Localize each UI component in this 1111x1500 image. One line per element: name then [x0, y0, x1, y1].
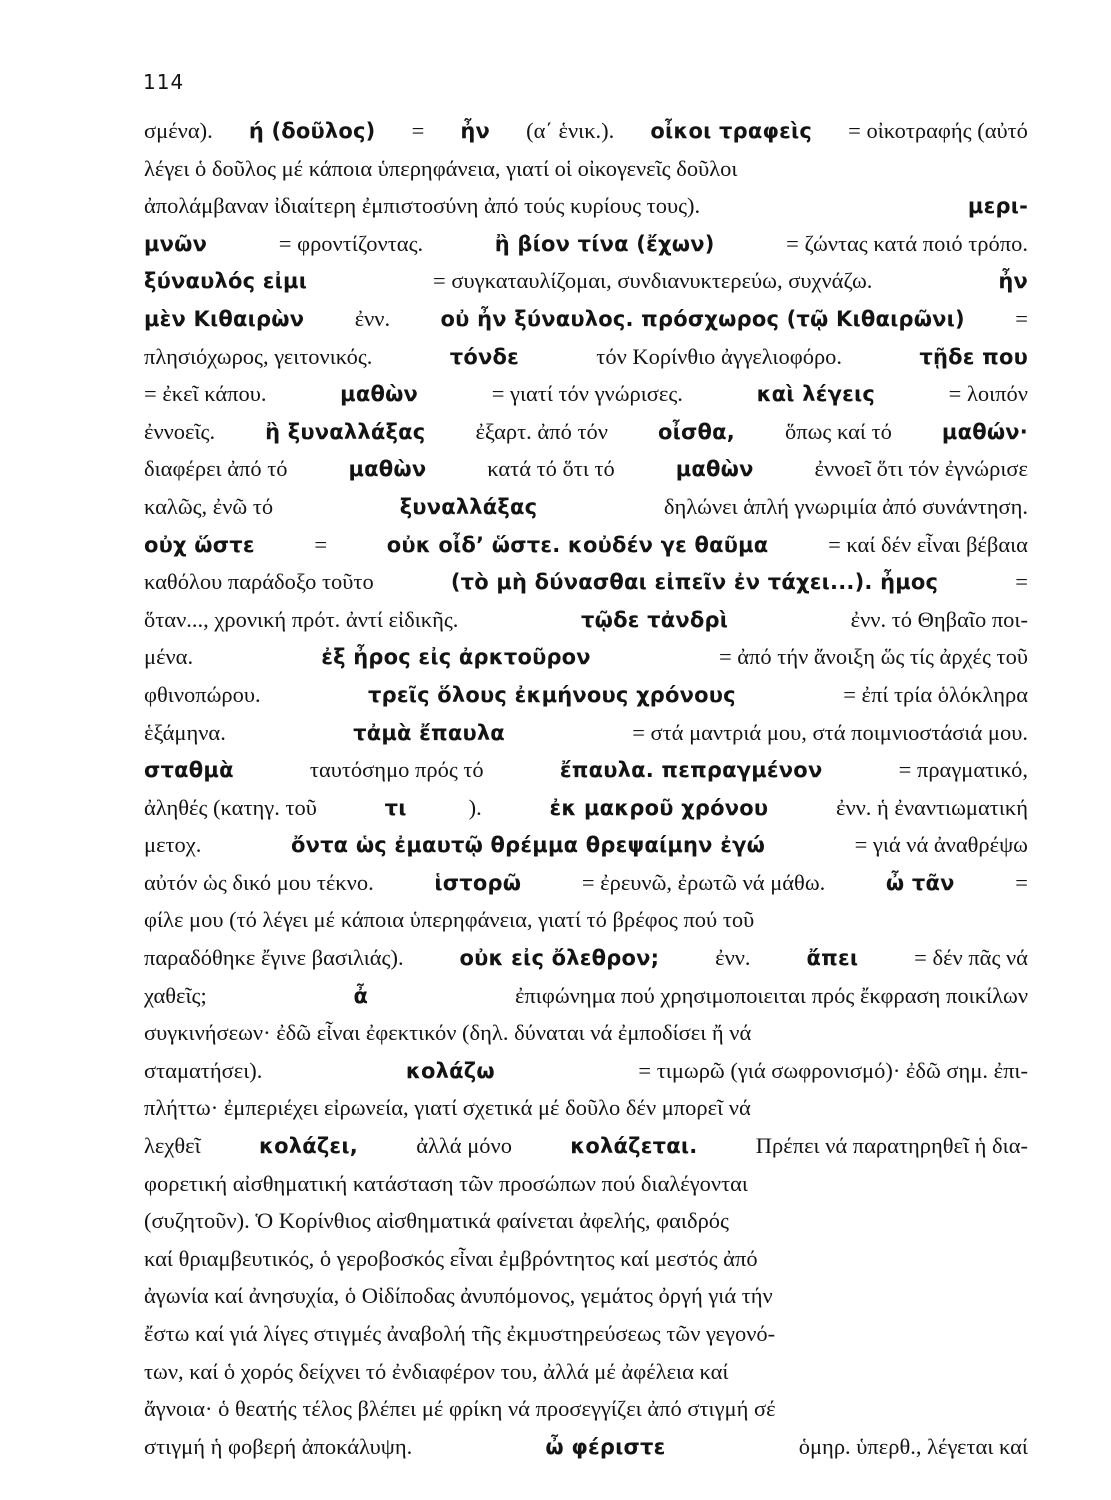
gloss-text: ἐνν. τό Θηβαῖο ποι- [845, 606, 1028, 632]
gloss-text: διαφέρει ἀπό τό [144, 456, 294, 482]
lemma-term: τῷδε τἀνδρὶ [581, 607, 729, 632]
gloss-text: σταματήσει). [144, 1057, 268, 1083]
text-line [144, 1165, 1028, 1203]
text-line [144, 826, 1028, 864]
gloss-text: ). [468, 794, 488, 820]
lemma-term: μαθὼν [348, 457, 427, 482]
text-line [144, 1353, 1028, 1391]
gloss-text: = ἐρευνῶ, ἐρωτῶ νά μάθω. [576, 869, 831, 895]
text-line [144, 676, 1028, 714]
gloss-text: στιγμή ἡ φοβερή ἀποκάλυψη. [144, 1433, 418, 1459]
gloss-text: ἀλλά μόνο [410, 1133, 518, 1159]
lemma-term: ξυναλλάξας [399, 494, 538, 519]
gloss-text: σμένα). [144, 118, 219, 143]
gloss-text: = [1009, 305, 1028, 331]
gloss-text: ἐπιφώνημα πού χρησιμοποιειται πρός ἔκφραση ποικίλων [509, 982, 1028, 1008]
text-line [144, 262, 1028, 300]
text-line [144, 413, 1028, 451]
gloss-text: κατά τό ὅτι τό [481, 456, 621, 482]
text-line [144, 1089, 1028, 1127]
text-line [144, 338, 1028, 376]
text-line [144, 638, 1028, 676]
lemma-term: ἦν [460, 119, 491, 143]
gloss-text: = [1009, 569, 1028, 595]
gloss-text: φίλε μου (τό λέγει μέ κάποια ὑπερηφάνεια, γιατί τό βρέφος πού τοῦ [144, 907, 755, 933]
gloss-text: = στά μαντριά μου, στά ποιμνιοστάσιά μου. [626, 719, 1028, 745]
lemma-term: ἔπαυλα. πεπραγμένον [559, 758, 823, 783]
lemma-term: μνῶν [144, 231, 208, 256]
lemma-term: κολάζεται. [570, 1134, 698, 1159]
lemma-term: ξύναυλός εἰμι [144, 269, 308, 294]
text-line [144, 714, 1028, 752]
gloss-text: = οἰκοτραφής (αὐτό [842, 118, 1028, 143]
lemma-term: ἆ [353, 983, 369, 1008]
text-line [144, 1127, 1028, 1165]
commentary-text [144, 112, 1028, 1465]
gloss-text: πλησιόχωρος, γειτονικός. [144, 343, 379, 369]
gloss-text: μετοχ. [144, 832, 208, 858]
lemma-term: τρεῖς ὅλους ἐκμήνους χρόνους [368, 682, 736, 707]
gloss-text: = ἐπί τρία ὁλόκληρα [837, 681, 1028, 707]
gloss-text: ὁμηρ. ὑπερθ., λέγεται καί [793, 1433, 1028, 1459]
gloss-text: = ἀπό τήν ἄνοιξη ὥς τίς ἀρχές τοῦ [713, 644, 1028, 670]
gloss-text: = γιατί τόν γνώρισες. [486, 381, 689, 407]
gloss-text: = [1009, 869, 1028, 895]
gloss-text: χαθεῖς; [144, 982, 213, 1008]
gloss-text: = καί δέν εἶναι βέβαια [822, 531, 1028, 557]
gloss-text: (συζητοῦν). Ὁ Κορίνθιος αἰσθηματικά φαίνεται ἀφελής, φαιδρός [144, 1208, 729, 1234]
text-line [144, 601, 1028, 639]
gloss-text: λέγει ὁ δοῦλος μέ κάποια ὑπερηφάνεια, γιατί οἱ οἰκογενεῖς δοῦλοι [144, 155, 738, 181]
lemma-term: μερι- [967, 194, 1028, 219]
gloss-text: = ζώντας κατά ποιό τρόπο. [780, 230, 1028, 256]
gloss-text: των, καί ὁ χορός δείχνει τό ἐνδιαφέρον του, ἀλλά μέ ἀφέλεια καί [144, 1358, 729, 1384]
gloss-text: ἐξαρτ. ἀπό τόν [469, 418, 614, 444]
gloss-text: συγκινήσεων· ἐδῶ εἶναι ἐφεκτικόν (δηλ. δύναται νά ἐμποδίσει ἤ νά [144, 1020, 752, 1046]
gloss-text: λεχθεῖ [144, 1133, 207, 1159]
lemma-term: ἦν [998, 269, 1028, 294]
gloss-text: = γιά νά ἀναθρέψω [848, 832, 1028, 858]
text-line [144, 751, 1028, 789]
gloss-text: πλήττω· ἐμπεριέχει εἰρωνεία, γιατί σχετικά μέ δοῦλο δέν μπορεῖ νά [144, 1095, 751, 1121]
gloss-text: ἀπολάμβαναν ἰδιαίτερη ἐμπιστοσύνη ἀπό τούς κυρίους τους). [144, 193, 706, 219]
lemma-term: ἢ βίον τίνα (ἔχων) [494, 231, 715, 256]
gloss-text: = πραγματικό, [893, 757, 1028, 783]
lemma-term: ὄντα ὡς ἐμαυτῷ θρέμμα θρεψαίμην ἐγώ [290, 833, 766, 858]
lemma-term: μαθών· [941, 419, 1028, 444]
lemma-term: ἄπει [806, 946, 859, 971]
gloss-text: = τιμωρῶ (γιά σωφρονισμό)· ἐδῶ σημ. ἐπι- [632, 1057, 1028, 1083]
gloss-text: = φροντίζοντας. [273, 230, 429, 256]
text-line [144, 1014, 1028, 1052]
lemma-term: οἶσθα, [657, 419, 735, 444]
lemma-term: τόνδε [449, 344, 519, 369]
lemma-term: τἀμὰ ἔπαυλα [353, 720, 505, 745]
gloss-text: ἐνν. [349, 305, 396, 331]
text-line [144, 864, 1028, 902]
gloss-text: καλῶς, ἐνῶ τό [144, 493, 279, 519]
text-line [144, 563, 1028, 601]
lemma-term: οὐ ἦν ξύναυλος. πρόσχωρος (τῷ Κιθαιρῶνι) [440, 306, 965, 331]
gloss-text: ἑξάμηνα. [144, 719, 232, 745]
gloss-text: τόν Κορίνθιο ἀγγελιοφόρο. [590, 343, 848, 369]
gloss-text: = δέν πᾶς νά [908, 945, 1028, 971]
text-line [144, 1390, 1028, 1428]
text-line [144, 488, 1028, 526]
gloss-text: = ἐκεῖ κάπου. [144, 381, 273, 407]
lemma-term: οὐκ οἶδ’ ὥστε. κοὐδέν γε θαῦμα [386, 532, 769, 557]
lemma-term: καὶ λέγεις [756, 382, 876, 407]
gloss-text: ἀγωνία καί ἀνησυχία, ὁ Οἰδίποδας ἀνυπόμονος, γεμάτος ὀργή γιά τήν [144, 1283, 773, 1309]
lemma-term: ἱστορῶ [434, 870, 522, 895]
text-line [144, 1052, 1028, 1090]
gloss-text: ἔστω καί γιά λίγες στιγμές ἀναβολή τῆς ἐκμυστηρεύσεως τῶν γεγονό- [144, 1321, 776, 1346]
lemma-term: σταθμὰ [144, 758, 234, 783]
lemma-term: τι [384, 795, 407, 820]
lemma-term: ή (δοῦλος) [248, 119, 376, 143]
gloss-text: ἐνν. [709, 945, 757, 971]
gloss-text: παραδόθηκε ἔγινε βασιλιάς). [144, 945, 410, 971]
gloss-text: = [308, 531, 333, 557]
gloss-text: = λοιπόν [943, 381, 1028, 407]
gloss-text: ἐννοεῖς. [144, 418, 221, 444]
text-line [144, 450, 1028, 488]
gloss-text: δηλώνει ἁπλή γνωριμία ἀπό συνάντηση. [658, 493, 1028, 519]
text-line [144, 150, 1028, 188]
lemma-term: οἶκοι τραφεὶς [650, 119, 813, 143]
gloss-text: ἐννοεῖ ὅτι τόν ἐγνώρισε [808, 456, 1028, 482]
gloss-text: ὅταν..., χρονική πρότ. ἀντί εἰδικῆς. [144, 606, 465, 632]
lemma-term: κολάζει, [258, 1134, 358, 1159]
gloss-text: φθινοπώρου. [144, 681, 267, 707]
gloss-text: = [405, 118, 430, 143]
text-line [144, 901, 1028, 939]
text-line [144, 1277, 1028, 1315]
lemma-term: ὦ φέριστε [545, 1434, 666, 1459]
gloss-text: ἀληθές (κατηγ. τοῦ [144, 794, 323, 820]
lemma-term: ὦ τᾶν [885, 870, 955, 895]
gloss-text: μένα. [144, 644, 199, 670]
text-line [144, 225, 1028, 263]
gloss-text: = συγκαταυλίζομαι, συνδιανυκτερεύω, συχνάζω. [427, 268, 879, 294]
gloss-text: καθόλου παράδοξο τοῦτο [144, 569, 380, 595]
lemma-term: μαθὼν [340, 382, 419, 407]
gloss-text: αὐτόν ὡς δικό μου τέκνο. [144, 869, 380, 895]
text-line [144, 375, 1028, 413]
lemma-term: ἐξ ἦρος εἰς ἀρκτοῦρον [321, 645, 591, 670]
gloss-text: ὅπως καί τό [779, 418, 898, 444]
gloss-text: ἄγνοια· ὁ θεατής τέλος βλέπει μέ φρίκη νά προσεγγίζει ἀπό στιγμή σέ [144, 1396, 776, 1422]
text-line [144, 1202, 1028, 1240]
text-line [144, 112, 1028, 150]
text-line [144, 1315, 1028, 1353]
page-number: 114 [143, 70, 185, 94]
gloss-text: Πρέπει νά παρατηρηθεῖ ἡ δια- [750, 1133, 1028, 1159]
lemma-term: κολάζω [405, 1058, 495, 1083]
gloss-text: ἐνν. ἡ ἐναντιωματική [830, 794, 1028, 820]
lemma-term: ἢ ξυναλλάξας [265, 419, 426, 444]
lemma-term: (τὸ μὴ δύνασθαι εἰπεῖν ἐν τάχει...). ἦμος [450, 570, 939, 595]
gloss-text: ταυτόσημο πρός τό [304, 757, 490, 783]
text-line [144, 789, 1028, 827]
gloss-text: καί θριαμβευτικός, ὁ γεροβοσκός εἶναι ἐμβρόντητος καί μεστός ἀπό [144, 1245, 758, 1271]
gloss-text: (α΄ ἑνικ.). [520, 118, 620, 143]
gloss-text: φορετική αἰσθηματική κατάσταση τῶν προσώπων πού διαλέγονται [144, 1170, 748, 1196]
lemma-term: οὐχ ὥστε [144, 532, 255, 557]
text-line [144, 187, 1028, 225]
text-line [144, 1428, 1028, 1466]
text-line [144, 977, 1028, 1015]
text-line [144, 939, 1028, 977]
lemma-term: οὐκ εἰς ὄλεθρον; [459, 946, 660, 971]
lemma-term: μαθὼν [675, 457, 754, 482]
text-line [144, 300, 1028, 338]
lemma-term: ἐκ μακροῦ χρόνου [549, 795, 769, 820]
lemma-term: τῇδε που [919, 344, 1028, 369]
text-line [144, 1240, 1028, 1278]
lemma-term: μὲν Κιθαιρὼν [144, 306, 305, 331]
text-line [144, 526, 1028, 564]
